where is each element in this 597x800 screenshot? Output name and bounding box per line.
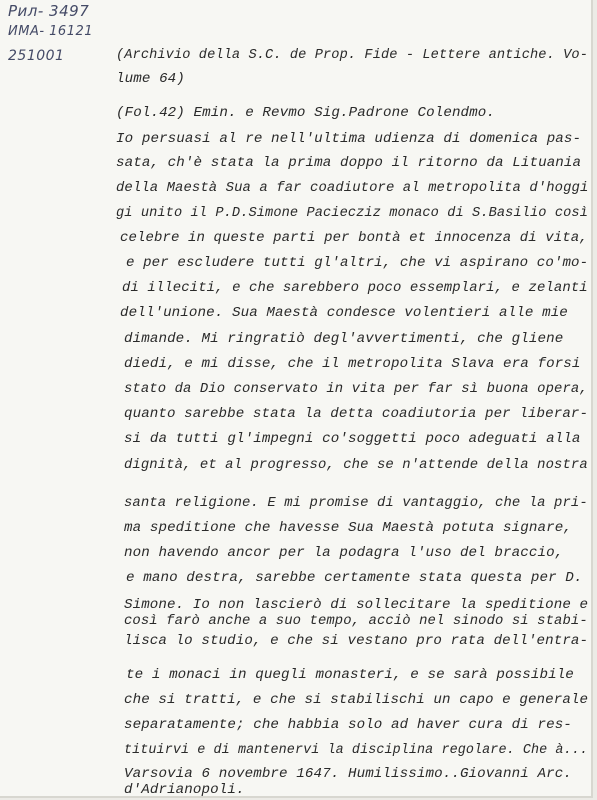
doc-line: Io persuasi al re nell'ultima udienza di domenica pas-: [116, 131, 582, 147]
doc-line: dimande. Mi ringratiò degl'avvertimenti, che gliene: [124, 331, 564, 347]
doc-line: e mano destra, sarebbe certamente stata questa per D.: [126, 570, 583, 586]
doc-line: diedi, e mi disse, che il metropolita Slava era forsi: [124, 356, 581, 372]
doc-line: lisca lo studio, e che si vestano pro rata dell'entra-: [124, 633, 589, 649]
doc-line: della Maestà Sua a far coadiutore al metropolita d'hoggi: [116, 180, 589, 196]
doc-line: tituirvi e di mantenervi la disciplina regolare. Che à...: [124, 742, 588, 758]
doc-line: che si tratti, e che si stabilischi un capo e generale: [124, 692, 589, 708]
doc-line: dell'unione. Sua Maestà condesce volentieri alle mie: [120, 305, 568, 321]
doc-line: sata, ch'è stata la prima doppo il ritorno da Lituania: [116, 155, 582, 171]
doc-line: d'Adrianopoli.: [124, 782, 245, 798]
doc-line: lume 64): [116, 71, 185, 87]
handwritten-shelfmark: Рил- 3497: [8, 2, 90, 20]
doc-line: di illeciti, e che sarebbero poco essemplari, e zelanti: [122, 280, 588, 296]
doc-line: (Archivio della S.C. de Prop. Fide - Lettere antiche. Vo-: [116, 47, 588, 63]
doc-line: (Fol.42) Emin. e Revmo Sig.Padrone Colendmo.: [116, 105, 496, 121]
doc-line: Simone. Io non lascierò di sollecitare la speditione e: [124, 597, 589, 613]
doc-line: santa religione. E mi promise di vantaggio, che la pri-: [124, 495, 588, 511]
handwritten-inventory-number: ИМА- 16121: [8, 24, 94, 39]
doc-line: Varsovia 6 novembre 1647. Humilissimo..Giovanni Arc.: [124, 766, 572, 782]
doc-line: così farò anche a suo tempo, acciò nel sinodo si stabi-: [124, 613, 588, 629]
doc-line: non havendo ancor per la podagra l'uso del braccio,: [124, 545, 564, 561]
doc-line: separatamente; che habbia solo ad haver cura di res-: [124, 717, 572, 733]
doc-line: quanto sarebbe stata la detta coadiutoria per liberar-: [124, 406, 589, 422]
doc-line: dignità, et al progresso, che se n'attende della nostra: [124, 457, 588, 473]
doc-line: si da tutti gl'impegni co'soggetti poco adeguati alla: [124, 431, 581, 447]
doc-line: e per escludere tutti gl'altri, che vi aspirano co'mo-: [126, 255, 589, 271]
doc-line: stato da Dio conservato in vita per far sì buona opera,: [124, 381, 588, 397]
doc-line: te i monaci in quegli monasteri, e se sarà possibile: [126, 667, 574, 683]
doc-line: gi unito il P.D.Simone Paciecziz monaco di S.Basilio così: [116, 205, 588, 221]
doc-line: celebre in queste parti per bontà et innocenza di vita,: [120, 230, 588, 246]
handwritten-number: 251001: [8, 48, 65, 64]
doc-line: ma speditione che havesse Sua Maestà potuta signare,: [124, 520, 572, 536]
